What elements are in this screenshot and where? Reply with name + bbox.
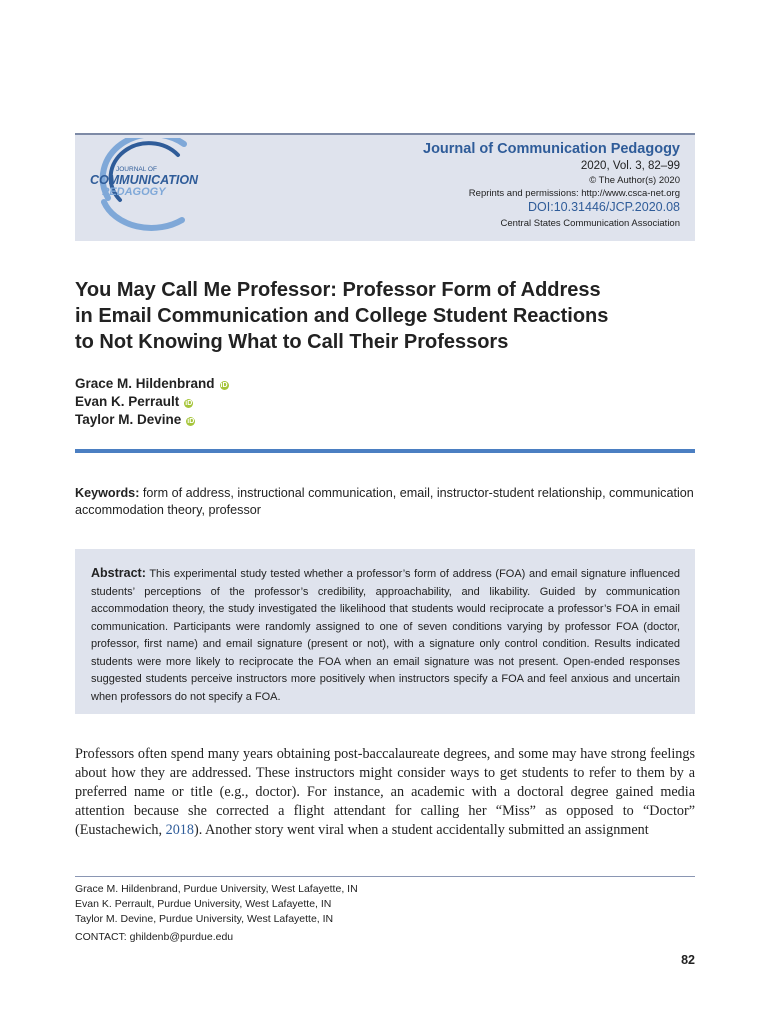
abstract bbox=[91, 565, 680, 706]
copyright-line: © The Author(s) 2020 bbox=[589, 175, 680, 186]
title-line: in Email Communication and College Student Reactions bbox=[75, 305, 609, 327]
journal-name: Journal of Communication Pedagogy bbox=[423, 141, 680, 157]
doi-link[interactable]: DOI:10.31446/JCP.2020.08 bbox=[528, 200, 680, 214]
keywords bbox=[75, 485, 695, 519]
author-name: Grace M. Hildenbrand bbox=[75, 376, 215, 391]
affiliation-line: Taylor M. Devine, Purdue University, West Lafayette, IN bbox=[75, 913, 334, 925]
author-entry bbox=[75, 394, 193, 409]
affiliation-line: Evan K. Perrault, Purdue University, West Lafayette, IN bbox=[75, 898, 332, 910]
author-name: Evan K. Perrault bbox=[75, 394, 180, 409]
body-text: Professors often spend many years obtaining post-baccalaureate degrees, and some may have strong feelings about how they are addressed. These instructors might consider ways to get students to refer to them by a preferred name or title (e.g., doctor). For instance, an academic with a doctoral degree gained media attention because she corrected a flight attendant for calling her “Miss” as opposed to “Doctor” (Eustachewich, bbox=[75, 746, 695, 838]
title-line: to Not Knowing What to Call Their Professors bbox=[75, 331, 509, 353]
abstract-text: This experimental study tested whether a professor’s form of address (FOA) and email signature influenced students’ perceptions of the professor’s credibility, approachability, and likability. Guided by communication accommodation theory, the study investigated the likelihood that students would reciprocate a professor’s FOA in email communication. Participants were randomly assigned to one of seven conditions varying by professor FOA (doctor, professor, first name) and email signature (present or not), with a signature only control condition. Results indicated students were more likely to reciprocate the FOA when an email signature was not present. Open-ended responses suggested students perceive instructors more positively when instructors specify a FOA and feel anxious and uncertain when professors do not specify a FOA. bbox=[91, 568, 680, 703]
author-name: Taylor M. Devine bbox=[75, 412, 182, 427]
logo-top-text: JOURNAL OF bbox=[116, 166, 157, 173]
article-title bbox=[75, 277, 695, 355]
volume-info: 2020, Vol. 3, 82–99 bbox=[580, 160, 680, 172]
contact-line: CONTACT: ghildenb@purdue.edu bbox=[75, 931, 234, 943]
footnote-divider bbox=[75, 876, 695, 877]
body-paragraph bbox=[75, 745, 695, 840]
logo-sub-text: PEDAGOGY bbox=[102, 186, 166, 198]
affiliation-line: Grace M. Hildenbrand, Purdue University, West Lafayette, IN bbox=[75, 883, 358, 895]
logo-main-text: COMMUNICATION bbox=[90, 173, 199, 187]
orcid-icon[interactable]: iD bbox=[185, 400, 193, 407]
page-number: 82 bbox=[681, 953, 695, 967]
keywords-label: Keywords: bbox=[75, 486, 140, 500]
citation-link[interactable]: 2018 bbox=[165, 822, 194, 838]
reprints-line: Reprints and permissions: http://www.csca-net.org bbox=[468, 188, 680, 199]
orcid-icon[interactable]: iD bbox=[187, 418, 195, 425]
title-line: You May Call Me Professor: Professor Form of Address bbox=[75, 279, 601, 301]
keywords-text: form of address, instructional communication, email, instructor-student relationship, communication accommodation theory, professor bbox=[75, 486, 694, 517]
body-text: ). Another story went viral when a student accidentally submitted an assignment bbox=[193, 822, 649, 838]
journal-logo bbox=[86, 138, 216, 233]
author-entry bbox=[75, 412, 195, 427]
abstract-label: Abstract: bbox=[91, 566, 146, 580]
section-divider bbox=[75, 449, 695, 453]
orcid-icon[interactable]: iD bbox=[220, 382, 228, 389]
author-entry bbox=[75, 376, 229, 391]
association-line: Central States Communication Association bbox=[500, 218, 680, 229]
